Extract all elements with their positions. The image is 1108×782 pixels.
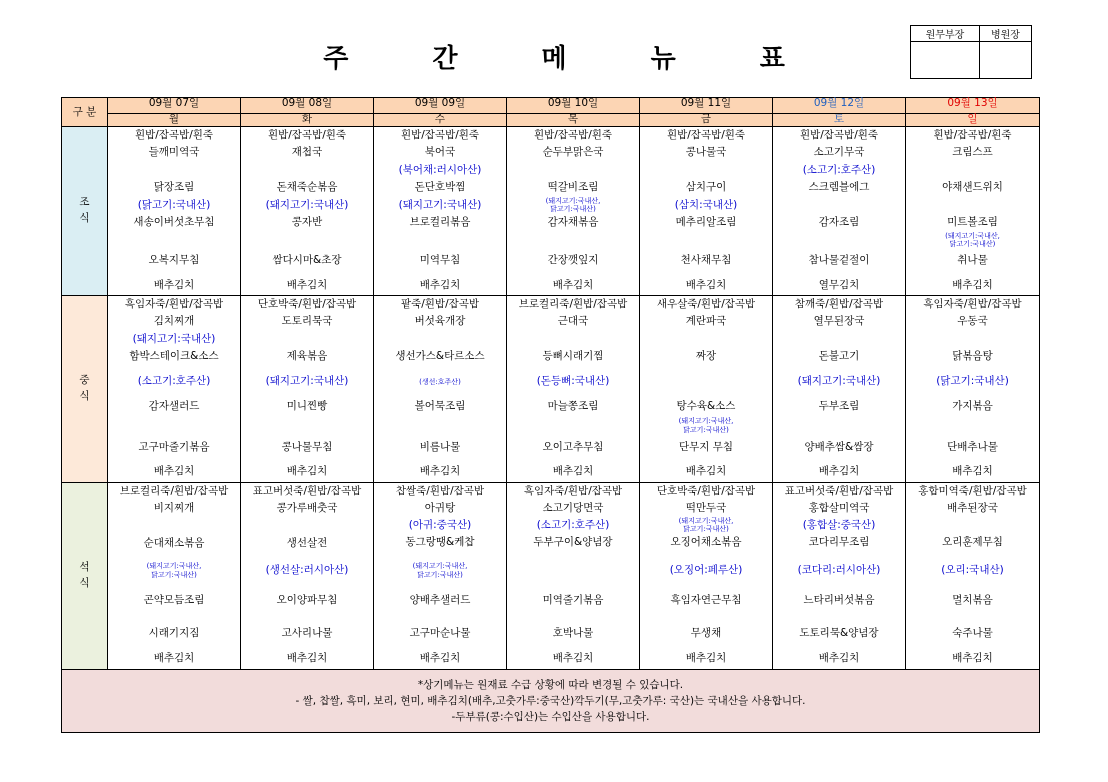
gubun-header: 구 분 [62, 98, 108, 127]
day-weekday-1: 화 [241, 114, 374, 127]
menu-item: 순두부맑은국 [542, 146, 604, 158]
origin-note: (돼지고기:국내산, [945, 232, 1000, 240]
menu-item: 야채샌드위치 [942, 181, 1003, 193]
menu-item: 멸치볶음 [952, 594, 993, 606]
menu-item: 고구마순나물 [409, 627, 471, 639]
menu-item: 돈단호박찜 [414, 181, 466, 193]
day-date-6: 09월 13일 [906, 98, 1040, 114]
menu-item: 흰밥/잡곡밥/흰죽 [799, 129, 879, 141]
title-char: 주 [323, 44, 349, 74]
menu-item: 흑임자죽/흰밥/잡곡밥 [523, 485, 623, 497]
menu-item: 배추김치 [419, 652, 461, 664]
menu-item: 열무된장국 [813, 315, 865, 327]
footer-line-3: -두부류(콩:수입산)는 수입산을 사용합니다. [451, 711, 650, 723]
menu-item: 동그랑땡&케찹 [405, 536, 475, 548]
origin-note: (돼지고기:국내산, [678, 517, 734, 525]
menu-item: 천사채무침 [680, 254, 732, 266]
menu-cell [773, 296, 906, 483]
menu-item: 배추김치 [153, 279, 195, 291]
menu-item: 곤약모듬조림 [143, 594, 205, 606]
menu-item: 도토리묵국 [281, 315, 333, 327]
menu-item: 브로컬리죽/흰밥/잡곡밥 [518, 298, 628, 310]
menu-cell [906, 127, 1040, 296]
weekly-menu-table [61, 97, 1040, 733]
menu-cell [108, 127, 241, 296]
menu-item: 배추김치 [153, 652, 195, 664]
origin-note: 닭고기:국내산) [683, 426, 729, 434]
menu-cell [108, 296, 241, 483]
menu-item: 콩자반 [291, 216, 323, 228]
day-weekday-6: 일 [906, 114, 1040, 127]
menu-item: 배추김치 [286, 465, 328, 477]
menu-item: 감자채볶음 [547, 216, 599, 228]
meal-row [62, 483, 1040, 670]
menu-item: 단호박죽/흰밥/잡곡밥 [257, 298, 357, 310]
menu-item: 미역줄기볶음 [542, 594, 604, 606]
footer-cell [62, 670, 1040, 733]
menu-item: 들깨미역국 [148, 146, 200, 158]
footer-notes [62, 670, 1040, 733]
footer-line-1: *상기메뉴는 원재료 수급 상황에 따라 변경될 수 있습니다. [417, 679, 684, 691]
menu-cell [640, 296, 773, 483]
footer-line-2: - 쌀, 찹쌀, 흑미, 보리, 현미, 배추김치(배추,고춧가루:중국산)깍두기(무,고춧가루: 국산)는 국내산을 사용합니다. [295, 695, 806, 707]
approval-label-1: 원무부장 [911, 26, 980, 42]
origin-note: (돈등뼈:국내산) [536, 375, 610, 387]
menu-item: 단배추나물 [947, 441, 998, 453]
origin-note: (북어채:러시아산) [398, 164, 482, 176]
title-char: 메 [541, 44, 567, 74]
menu-item: 메추리알조림 [675, 216, 737, 228]
meal-label-char: 조 [79, 196, 90, 209]
approval-box [910, 25, 1032, 79]
day-weekday-5: 토 [773, 114, 906, 127]
menu-cell [906, 483, 1040, 670]
menu-item: 소고기당면국 [542, 502, 604, 514]
menu-item: 두부조림 [818, 400, 860, 412]
meal-label-char: 식 [79, 390, 90, 402]
origin-note: (돼지고기:국내산) [265, 375, 349, 387]
menu-item: 삼치구이 [685, 181, 727, 193]
menu-item: 홍합살미역국 [808, 502, 870, 514]
origin-note: 닭고기:국내산) [949, 240, 996, 248]
menu-item: 참깨죽/흰밥/잡곡밥 [794, 298, 884, 310]
menu-cell [507, 127, 640, 296]
menu-cell [640, 127, 773, 296]
menu-item: 브로컬리볶음 [409, 216, 471, 228]
title-char: 뉴 [650, 44, 676, 74]
date-row [62, 98, 1040, 114]
menu-item: 코다리무조림 [808, 536, 870, 548]
menu-item: 미니찐빵 [286, 400, 328, 412]
menu-item: 콩가루배춧국 [276, 502, 338, 514]
menu-item: 열무김치 [818, 279, 860, 291]
menu-item: 생선가스&타르소스 [395, 350, 485, 362]
menu-item: 고구마줄기볶음 [138, 441, 210, 453]
menu-item: 미트볼조림 [947, 216, 998, 228]
meal-label [62, 127, 108, 296]
menu-item: 버섯육개장 [414, 315, 466, 327]
menu-item: 쌈다시마&초장 [272, 254, 342, 266]
menu-item: 표고버섯죽/흰밥/잡곡밥 [252, 485, 362, 497]
menu-item: 흰밥/잡곡밥/흰죽 [267, 129, 347, 141]
menu-item: 순대채소볶음 [143, 537, 205, 549]
weekday-row [62, 114, 1040, 127]
origin-note: (오징어:페루산) [669, 564, 743, 576]
menu-item: 근대국 [557, 315, 589, 327]
menu-item: 고사리나물 [281, 627, 333, 639]
day-date-4: 09월 11일 [640, 98, 773, 114]
day-weekday-2: 수 [374, 114, 507, 127]
menu-item: 돈채죽순볶음 [276, 181, 338, 193]
menu-item: 돈불고기 [818, 350, 860, 362]
menu-item: 제육볶음 [286, 350, 328, 362]
menu-item: 닭장조림 [153, 181, 195, 193]
menu-item: 새송이버섯초무침 [133, 216, 215, 228]
menu-item: 배추김치 [952, 279, 993, 291]
menu-item: 미역무침 [419, 254, 461, 266]
day-date-3: 09월 10일 [507, 98, 640, 114]
menu-item: 두부구이&양념장 [533, 536, 613, 548]
origin-note: (코다리:러시아산) [797, 564, 881, 576]
menu-item: 김치찌개 [153, 315, 195, 327]
menu-item: 배추김치 [818, 465, 860, 477]
menu-item: 배추김치 [952, 465, 993, 477]
menu-item: 배추김치 [419, 465, 461, 477]
origin-note: (소고기:호주산) [802, 164, 876, 176]
menu-item: 흑임자연근무침 [670, 594, 742, 606]
menu-item: 콩나물무침 [281, 441, 333, 453]
menu-item: 배추김치 [286, 279, 328, 291]
menu-item: 느타리버섯볶음 [803, 594, 875, 606]
menu-item: 도토리묵&양념장 [799, 627, 879, 639]
menu-cell [507, 296, 640, 483]
menu-item: 배추김치 [685, 652, 727, 664]
menu-item: 새우살죽/흰밥/잡곡밥 [656, 298, 756, 310]
day-date-5: 09월 12일 [773, 98, 906, 114]
menu-item: 떡갈비조림 [547, 181, 599, 193]
menu-item: 단호박죽/흰밥/잡곡밥 [656, 485, 756, 497]
menu-cell [374, 483, 507, 670]
menu-item: 배추김치 [818, 652, 860, 664]
menu-item: 아귀탕 [424, 502, 456, 514]
origin-note: (돼지고기:국내산) [797, 375, 881, 387]
menu-item: 흰밥/잡곡밥/흰죽 [533, 129, 613, 141]
menu-item: 떡만두국 [685, 502, 727, 514]
menu-cell [241, 127, 374, 296]
menu-cell [241, 483, 374, 670]
menu-item: 호박나물 [552, 627, 594, 639]
menu-item: 양배추샐러드 [409, 594, 471, 606]
title-char: 간 [432, 44, 458, 74]
menu-item: 감자조림 [818, 216, 860, 228]
menu-item: 브로컬리죽/흰밥/잡곡밥 [119, 485, 229, 497]
menu-item: 마늘쫑조림 [547, 400, 599, 412]
menu-item: 북어국 [424, 146, 456, 158]
origin-note: (돼지고기:국내산) [132, 333, 216, 345]
approval-sign-2 [979, 42, 1031, 79]
menu-item: 오이고추무침 [542, 441, 604, 453]
menu-item: 흑임자죽/흰밥/잡곡밥 [124, 298, 224, 310]
menu-item: 오복지무침 [148, 254, 200, 266]
origin-note: (아귀:중국산) [408, 519, 472, 531]
meal-label-char: 석 [79, 561, 90, 574]
origin-note: (소고기:호주산) [536, 519, 610, 531]
menu-item: 크림스프 [952, 146, 993, 158]
menu-item: 오이양파무침 [276, 594, 338, 606]
menu-item: 배추김치 [286, 652, 328, 664]
day-date-1: 09월 08일 [241, 98, 374, 114]
meal-label-char: 식 [79, 212, 90, 224]
menu-cell [241, 296, 374, 483]
origin-note: (삼치:국내산) [674, 199, 738, 211]
menu-item: 배추된장국 [947, 502, 998, 514]
origin-note: (돼지고기:국내산, [545, 197, 601, 205]
title-char: 표 [759, 44, 785, 74]
menu-item: 우동국 [957, 315, 988, 327]
menu-item: 흰밥/잡곡밥/흰죽 [666, 129, 746, 141]
origin-note: (홍합살:중국산) [802, 519, 876, 531]
approval-label-2: 병원장 [979, 26, 1031, 42]
origin-note: (오리:국내산) [941, 564, 1004, 576]
menu-cell [773, 483, 906, 670]
menu-item: 배추김치 [952, 652, 993, 664]
menu-item: 오리훈제무침 [942, 536, 1003, 548]
menu-item: 비름나물 [419, 441, 461, 453]
menu-item: 소고기무국 [813, 146, 865, 158]
menu-item: 배추김치 [685, 279, 727, 291]
origin-note: 닭고기:국내산) [550, 205, 596, 213]
day-date-2: 09월 09일 [374, 98, 507, 114]
menu-item: 간장깻잎지 [547, 254, 599, 266]
meal-label [62, 483, 108, 670]
origin-note: (닭고기:국내산) [137, 199, 211, 211]
meal-label-char: 중 [79, 374, 90, 387]
menu-item: 가지볶음 [952, 400, 993, 412]
menu-item: 홍합미역죽/흰밥/잡곡밥 [918, 485, 1027, 497]
menu-item: 탕수육&소스 [676, 400, 736, 412]
origin-note: (생선:호주산) [419, 378, 461, 386]
origin-note: (돼지고기:국내산) [265, 199, 349, 211]
menu-item: 배추김치 [419, 279, 461, 291]
origin-note: (돼지고기:국내산, [412, 562, 468, 570]
menu-item: 시래기지짐 [148, 627, 200, 639]
menu-item: 배추김치 [153, 465, 195, 477]
menu-item: 오징어채소볶음 [670, 536, 742, 548]
day-weekday-3: 목 [507, 114, 640, 127]
origin-note: (생선살:러시아산) [265, 564, 349, 576]
menu-item: 계란파국 [685, 315, 727, 327]
origin-note: (돼지고기:국내산, [146, 562, 202, 570]
menu-item: 배추김치 [552, 279, 594, 291]
menu-item: 볼어묵조림 [414, 400, 466, 412]
menu-item: 배추김치 [552, 652, 594, 664]
menu-item: 찹쌀죽/흰밥/잡곡밥 [395, 485, 485, 497]
meal-label-char: 식 [79, 577, 90, 589]
menu-item: 스크렘블에그 [808, 181, 870, 193]
menu-item: 비지찌개 [153, 502, 195, 514]
menu-item: 단무지 무침 [678, 441, 734, 453]
menu-item: 함박스테이크&소스 [129, 350, 219, 362]
menu-item: 팥죽/흰밥/잡곡밥 [400, 298, 480, 310]
menu-item: 등뼈시래기찜 [542, 350, 604, 362]
menu-item: 참나물겉절이 [808, 254, 870, 266]
origin-note: (소고기:호주산) [137, 375, 211, 387]
menu-item: 흰밥/잡곡밥/흰죽 [400, 129, 480, 141]
menu-cell [640, 483, 773, 670]
day-weekday-4: 금 [640, 114, 773, 127]
menu-item: 흑임자죽/흰밥/잡곡밥 [923, 298, 1022, 310]
menu-item: 닭볶음탕 [952, 350, 993, 362]
menu-item: 배추김치 [552, 465, 594, 477]
approval-sign-1 [911, 42, 980, 79]
menu-cell [108, 483, 241, 670]
day-date-0: 09월 07일 [108, 98, 241, 114]
origin-note: 닭고기:국내산) [683, 525, 729, 533]
menu-cell [773, 127, 906, 296]
menu-item: 양배추쌈&쌈장 [804, 441, 874, 453]
meal-row [62, 127, 1040, 296]
origin-note: 닭고기:국내산) [151, 571, 197, 579]
meal-label [62, 296, 108, 483]
origin-note: (닭고기:국내산) [936, 375, 1009, 387]
origin-note: (돼지고기:국내산, [678, 417, 734, 425]
menu-item: 감자샐러드 [148, 400, 200, 412]
menu-item: 취나물 [957, 254, 988, 266]
menu-item: 짜장 [695, 350, 717, 362]
menu-item: 생선살전 [286, 537, 328, 549]
menu-cell [507, 483, 640, 670]
menu-item: 흰밥/잡곡밥/흰죽 [933, 129, 1012, 141]
menu-cell [906, 296, 1040, 483]
menu-item: 표고버섯죽/흰밥/잡곡밥 [784, 485, 894, 497]
origin-note: (돼지고기:국내산) [398, 199, 482, 211]
meal-row [62, 296, 1040, 483]
menu-cell [374, 296, 507, 483]
menu-item: 재첩국 [291, 146, 323, 158]
origin-note: 닭고기:국내산) [417, 571, 463, 579]
menu-item: 콩나물국 [685, 146, 727, 158]
menu-item: 숙주나물 [952, 627, 993, 639]
menu-cell [374, 127, 507, 296]
menu-item: 흰밥/잡곡밥/흰죽 [134, 129, 214, 141]
day-weekday-0: 월 [108, 114, 241, 127]
menu-item: 배추김치 [685, 465, 727, 477]
menu-item: 무생채 [690, 627, 722, 639]
